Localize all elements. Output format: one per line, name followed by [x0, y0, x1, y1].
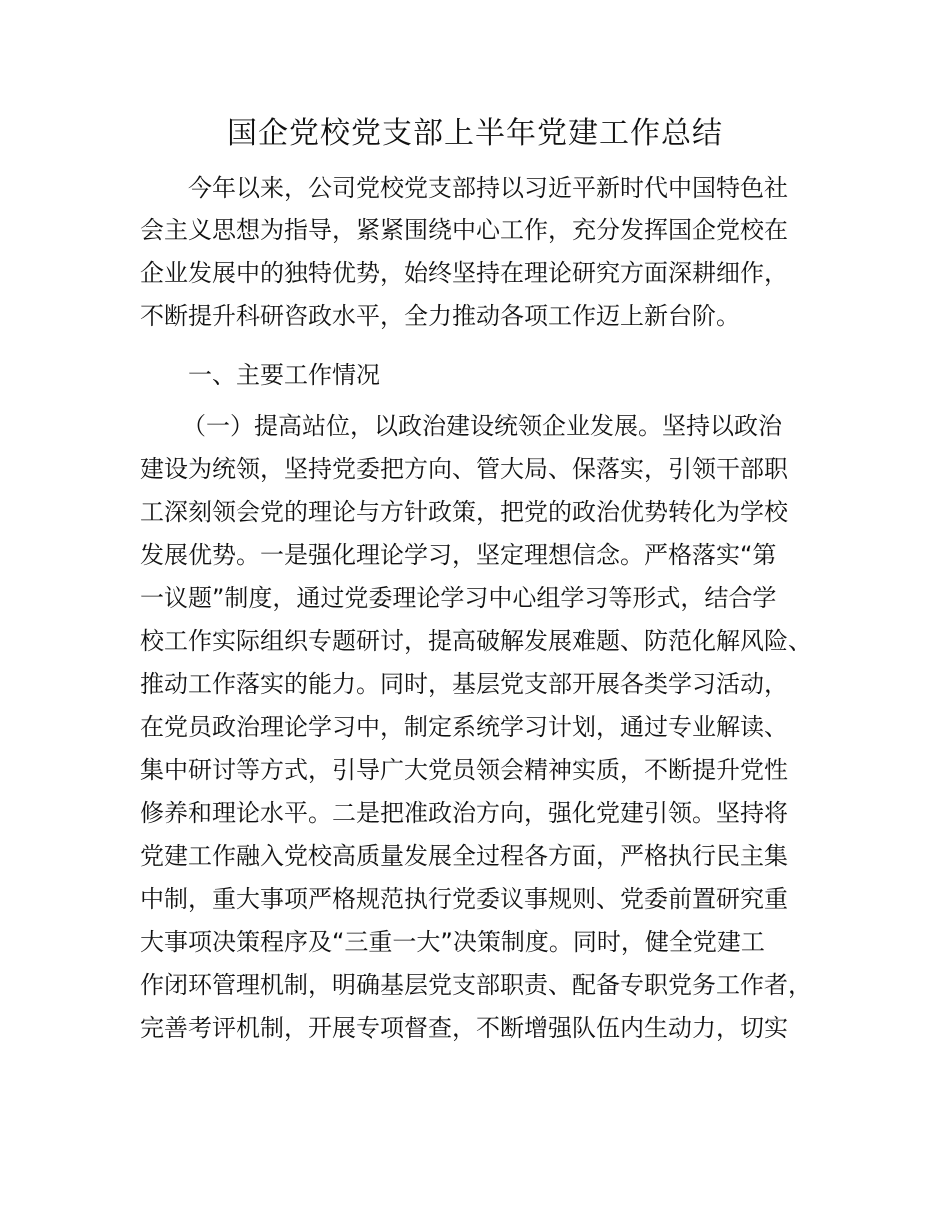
paragraph-line: 作闭环管理机制，明确基层党支部职责、配备专职党务工作者，: [140, 971, 812, 999]
paragraph-line: 会主义思想为指导，紧紧围绕中心工作，充分发挥国企党校在: [140, 216, 788, 244]
section-heading: 一、主要工作情况: [188, 361, 380, 389]
paragraph-line: 不断提升科研咨政水平，全力推动各项工作迈上新台阶。: [140, 302, 740, 330]
paragraph-line: 完善考评机制，开展专项督查，不断增强队伍内生动力，切实: [140, 1014, 788, 1042]
paragraph-line: （一）提高站位，以政治建设统领企业发展。坚持以政治: [182, 412, 782, 440]
paragraph-line: 建设为统领，坚持党委把方向、管大局、保落实，引领干部职: [140, 455, 788, 483]
paragraph-line: 工深刻领会党的理论与方针政策，把党的政治优势转化为学校: [140, 498, 788, 526]
paragraph-line: 校工作实际组织专题研讨，提高破解发展难题、防范化解风险、: [140, 627, 812, 655]
paragraph-line: 修养和理论水平。二是把准政治方向，强化党建引领。坚持将: [140, 799, 788, 827]
paragraph-line: 一议题”制度，通过党委理论学习中心组学习等形式，结合学: [140, 584, 777, 612]
paragraph-line: 大事项决策程序及“三重一大”决策制度。同时，健全党建工: [140, 928, 765, 956]
paragraph-line: 党建工作融入党校高质量发展全过程各方面，严格执行民主集: [140, 842, 788, 870]
paragraph-line: 在党员政治理论学习中，制定系统学习计划，通过专业解读、: [140, 713, 788, 741]
document-title: 国企党校党支部上半年党建工作总结: [227, 116, 723, 151]
paragraph-line: 今年以来，公司党校党支部持以习近平新时代中国特色社: [188, 174, 788, 202]
paragraph-line: 中制，重大事项严格规范执行党委议事规则、党委前置研究重: [140, 885, 788, 913]
paragraph-line: 集中研讨等方式，引导广大党员领会精神实质，不断提升党性: [140, 756, 788, 784]
paragraph-line: 推动工作落实的能力。同时，基层党支部开展各类学习活动，: [140, 670, 788, 698]
paragraph-line: 发展优势。一是强化理论学习，坚定理想信念。严格落实“第: [140, 541, 777, 569]
paragraph-line: 企业发展中的独特优势，始终坚持在理论研究方面深耕细作，: [140, 259, 788, 287]
